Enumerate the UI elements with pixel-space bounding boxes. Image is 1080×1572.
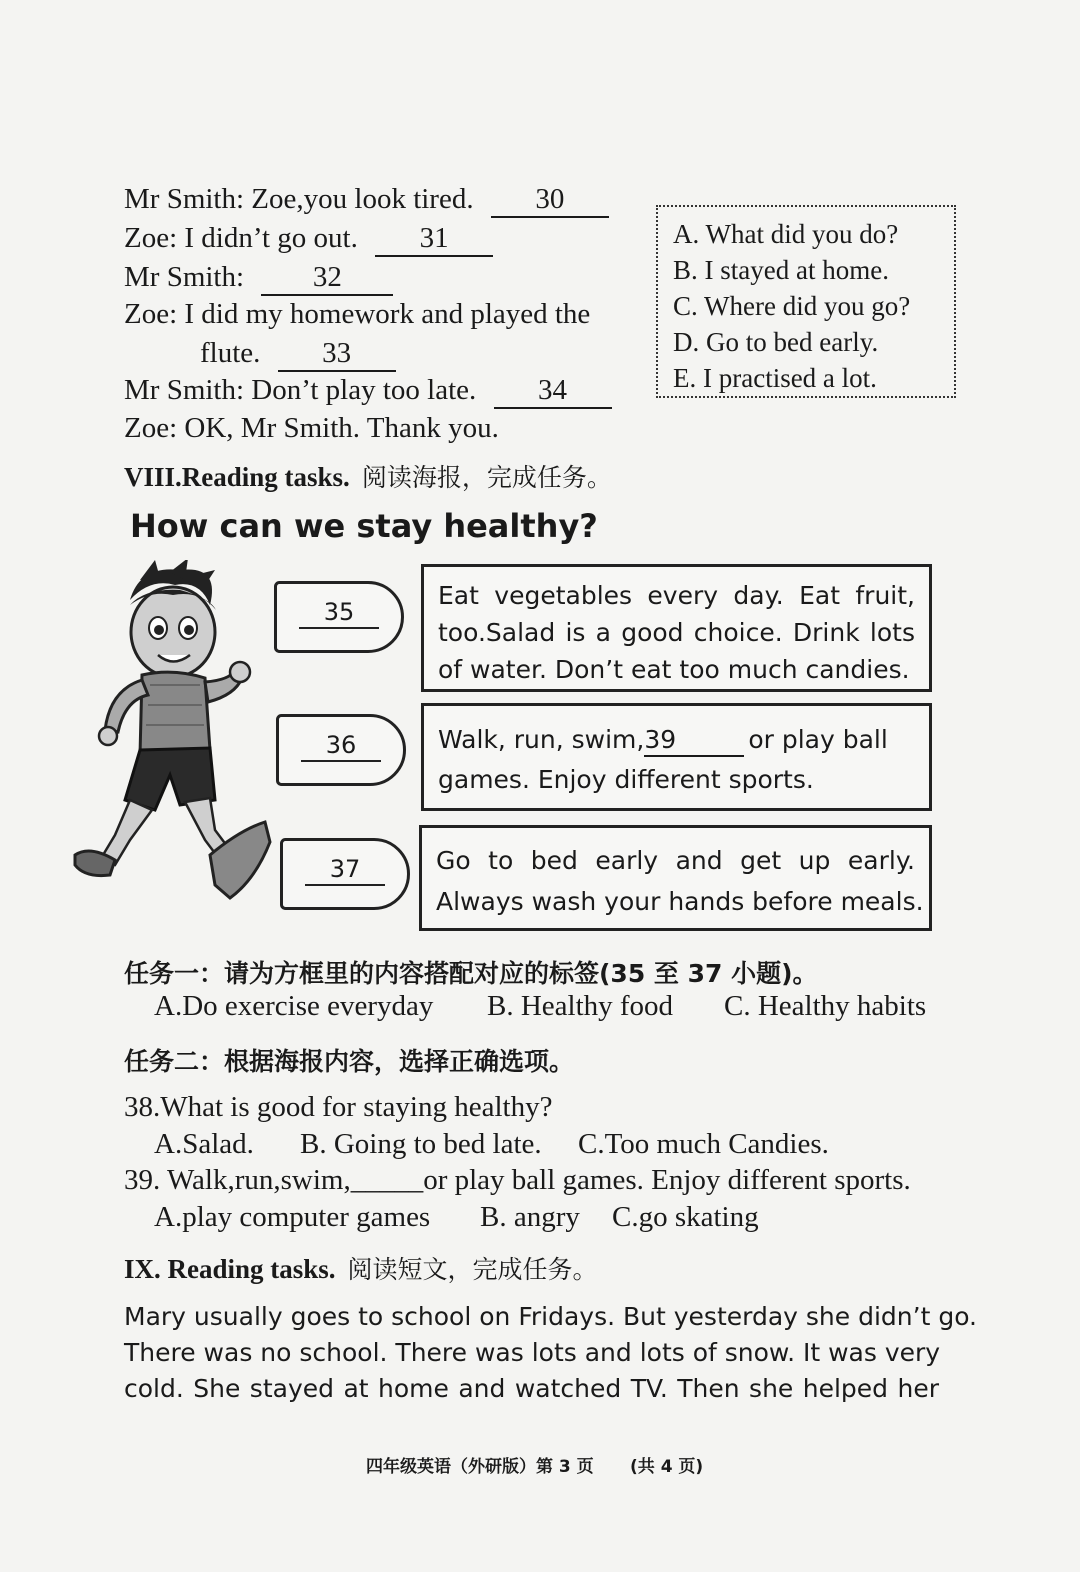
q39-option-b: B. angry <box>480 1201 580 1233</box>
label-box-36 <box>276 714 406 786</box>
answer-blank-31: 31 <box>375 224 493 257</box>
dialogue-line-1 <box>124 185 609 218</box>
label-box-35 <box>274 581 404 653</box>
dialogue-line-4b <box>200 339 396 372</box>
dialogue-text: Mr Smith: Don’t play too late. <box>124 374 477 406</box>
section-8-heading <box>124 458 612 494</box>
page-footer-total: (共 4 页) <box>630 1457 704 1477</box>
dialogue-text: Zoe: I didn’t go out. <box>124 222 358 254</box>
card-line: Go to bed early and get up early. <box>436 846 915 875</box>
card-text: or play ball <box>748 725 888 754</box>
task-2-label: 任务二：根据海报内容，选择正确选项。 <box>124 1047 575 1076</box>
page-footer-number: 四年级英语（外研版）第 3 页 <box>366 1457 594 1477</box>
option-b: B. I stayed at home. <box>673 255 889 285</box>
dialogue-line-6: Zoe: OK, Mr Smith. Thank you. <box>124 412 499 444</box>
q39-option-a: A.play computer games <box>154 1201 431 1233</box>
exercise-card <box>421 703 932 811</box>
question-39: 39. Walk,run,swim,_____or play ball games. Enjoy different sports. <box>124 1164 911 1196</box>
label-number: 36 <box>301 731 381 762</box>
section-9-heading <box>124 1250 598 1286</box>
task-1-choice-b: B. Healthy food <box>487 990 674 1022</box>
running-boy-illustration <box>70 560 275 910</box>
q38-option-b: B. Going to bed late. <box>300 1128 542 1160</box>
task-1-choice-c: C. Healthy habits <box>724 990 927 1022</box>
section-9-instruction: 阅读短文，完成任务。 <box>347 1255 598 1284</box>
option-d: D. Go to bed early. <box>673 327 879 357</box>
dialogue-text: Mr Smith: <box>124 261 245 293</box>
answer-blank-32: 32 <box>261 263 393 296</box>
task-1-choice-a: A.Do exercise everyday <box>154 990 434 1022</box>
question-38: 38.What is good for staying healthy? <box>124 1091 553 1123</box>
dialogue-line-4: Zoe: I did my homework and played the <box>124 298 591 330</box>
dialogue-text: flute. <box>200 337 261 369</box>
dialogue-line-2 <box>124 224 493 257</box>
dialogue-line-3 <box>124 263 393 296</box>
card-line: too.Salad is a good choice. Drink lots <box>438 618 915 647</box>
q39-option-c: C.go skating <box>612 1201 759 1233</box>
options-box <box>656 205 956 398</box>
dialogue-text: Mr Smith: Zoe,you look tired. <box>124 183 474 215</box>
reading-passage <box>124 1299 978 1407</box>
dialogue-line-5 <box>124 376 612 409</box>
label-box-37 <box>280 838 410 910</box>
passage-line: There was no school. There was lots and lots of snow. It was very <box>124 1338 941 1367</box>
q38-option-a: A.Salad. <box>154 1128 254 1160</box>
passage-line: Mary usually goes to school on Fridays. But yesterday she didn’t go. <box>124 1302 978 1331</box>
card-line: of water. Don’t eat too much candies. <box>438 655 910 684</box>
label-number: 37 <box>305 855 385 886</box>
card-text: Walk, run, swim, <box>438 725 645 754</box>
section-9-title: IX. Reading tasks. <box>124 1254 336 1284</box>
answer-blank-34: 34 <box>494 376 612 409</box>
answer-blank-39: 39 <box>644 725 744 757</box>
q38-option-c: C.Too much Candies. <box>578 1128 829 1160</box>
poster-title: How can we stay healthy? <box>130 507 598 545</box>
answer-blank-33: 33 <box>278 339 396 372</box>
section-8-title: VIII.Reading tasks. <box>124 462 350 492</box>
card-line: games. Enjoy different sports. <box>438 765 814 794</box>
section-8-instruction: 阅读海报，完成任务。 <box>361 463 612 492</box>
card-line: Eat vegetables every day. Eat fruit, <box>438 581 915 610</box>
option-c: C. Where did you go? <box>673 291 911 321</box>
option-a: A. What did you do? <box>673 219 899 249</box>
card-line: Always wash your hands before meals. <box>436 887 924 916</box>
healthy-food-card <box>421 564 932 692</box>
label-number: 35 <box>299 598 379 629</box>
answer-blank-30: 30 <box>491 185 609 218</box>
option-e: E. I practised a lot. <box>673 363 877 393</box>
healthy-habits-card <box>419 825 932 931</box>
card-line <box>438 720 915 760</box>
passage-line: cold. She stayed at home and watched TV. Then she helped her <box>124 1374 939 1403</box>
task-1-label: 任务一：请为方框里的内容搭配对应的标签(35 至 37 小题)。 <box>124 959 818 988</box>
